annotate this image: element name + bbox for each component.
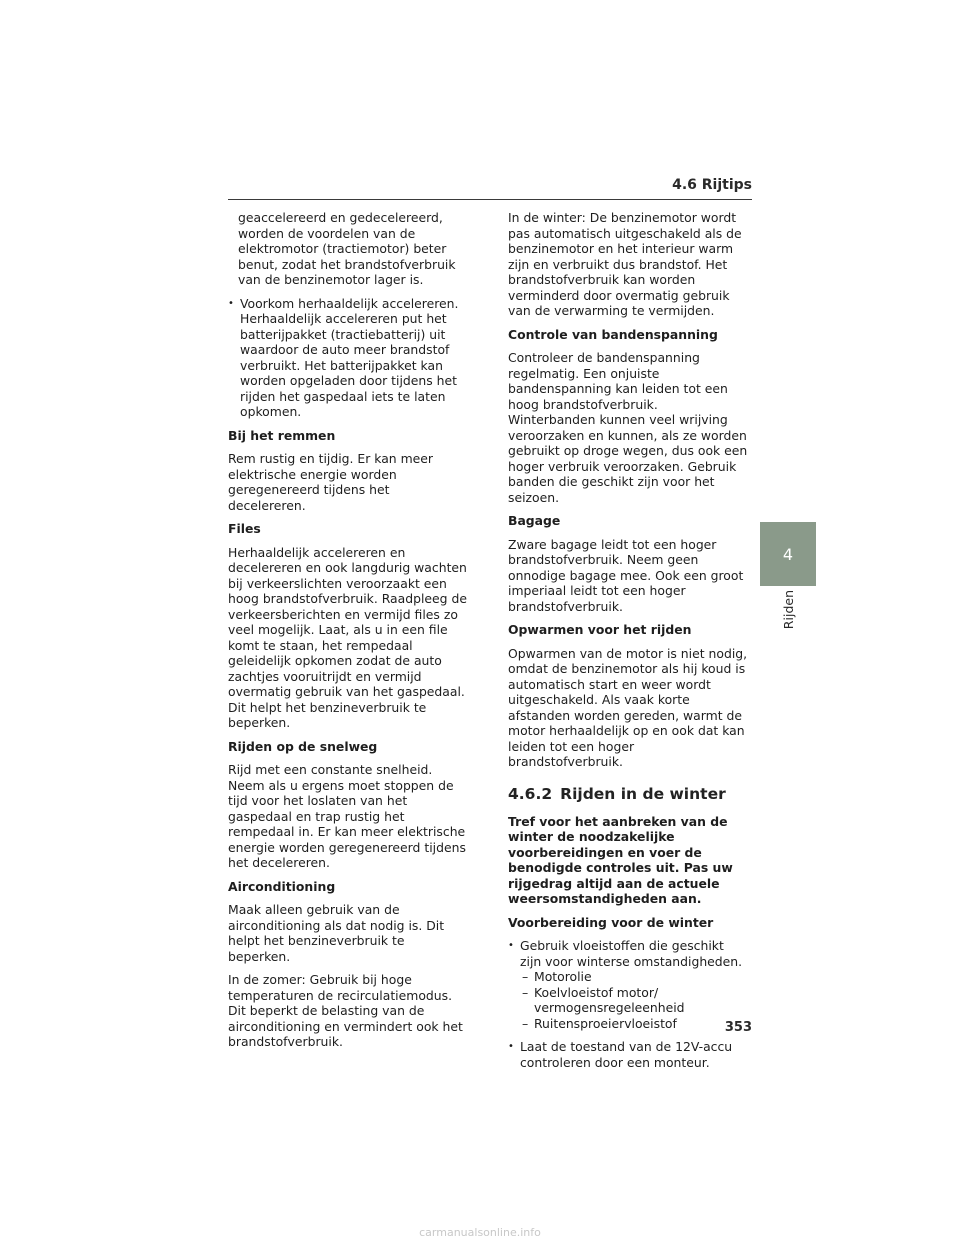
dash-marker: – — [522, 984, 529, 1000]
paragraph: Controleer de bandenspanning regelmatig. Een onjuiste bandenspanning kan leiden tot een hoog brandstofverbruik. Winterbanden kunnen veel wrijving veroorzaken en kunnen, als ze worden gebruikt op droge wegen, dus ook een hoger verbruik veroorzaken. Gebruik banden die geschikt zijn voor het seizoen. — [508, 350, 748, 505]
page-header — [228, 177, 752, 200]
chapter-number: 4 — [782, 544, 794, 564]
section-number: 4.6.2 — [508, 784, 553, 803]
right-column — [508, 210, 748, 1078]
section-heading — [508, 784, 748, 804]
chapter-label: Rijden — [780, 590, 796, 630]
chapter-tab — [760, 522, 816, 586]
subheading: Controle van bandenspanning — [508, 326, 718, 342]
sub-list-item: – Motorolie — [522, 969, 592, 984]
subheading: Bij het remmen — [228, 427, 336, 443]
paragraph: Rijd met een constante snelheid. Neem als u ergens moet stoppen de tijd voor het loslaten van het gaspedaal en trap rustig het rempedaal in. Er kan meer elektrische energie worden geregenereerd tijdens het decelereren. — [228, 762, 466, 870]
paragraph: Rem rustig en tijdig. Er kan meer elektrische energie worden geregenereerd tijdens het decelereren. — [228, 451, 434, 513]
paragraph: Zware bagage leidt tot een hoger brandstofverbruik. Neem geen onnodige bagage mee. Ook een groot imperiaal leidt tot een hoger brandstofverbruik. — [508, 536, 744, 614]
bullet-item: • Gebruik vloeistoffen die geschikt zijn voor winterse omstandigheden. — [508, 938, 748, 969]
subheading: Bagage — [508, 513, 561, 528]
paragraph: Maak alleen gebruik van de airconditioning als dat nodig is. Dit helpt het benzineverbruik te beperken. — [228, 902, 445, 964]
bullet-item: • Voorkom herhaaldelijk accelereren. Herhaaldelijk accelereren put het batterijpakket (tractiebatterij) uit waardoor de auto meer brandstof verbruikt. Het batterijpakket kan worden opgeladen door tijdens het rijden het gaspedaal iets te laten opkomen. — [228, 296, 468, 420]
subheading: Airconditioning — [228, 878, 336, 894]
dash-marker: – — [522, 1015, 529, 1031]
paragraph: Opwarmen van de motor is niet nodig, omdat de benzinemotor als hij koud is automatisch start en weer wordt uitgeschakeld. Als vaak korte afstanden worden gereden, warmt de motor herhaaldelijk op en ook dat kan leiden tot een hoger brandstofverbruik. — [508, 645, 748, 769]
paragraph: geaccelereerd en gedecelereerd, worden de voordelen van de elektromotor (tractiemotor) beter benut, zodat het brandstofverbruik van de benzinemotor lager is. — [238, 210, 456, 287]
section-intro: Tref voor het aanbreken van de winter de noodzakelijke voorbereidingen en voer de benodigde controles uit. Pas uw rijgedrag altijd aan de actuele weersomstandigheden aan. — [508, 813, 733, 906]
dash-marker: – — [522, 969, 529, 984]
left-column — [228, 210, 468, 1058]
page-number: 353 — [724, 1020, 752, 1035]
paragraph: In de winter: De benzinemotor wordt pas automatisch uitgeschakeld als de benzinemotor en het interieur warm zijn en verbruikt dus brandstof. Het brandstofverbruik kan worden verminderd door overmatig gebruik van de verwarming te vermijden. — [508, 210, 742, 318]
subheading: Rijden op de snelweg — [228, 738, 378, 754]
bullet-item: • Laat de toestand van de 12V-accu controleren door een monteur. — [508, 1039, 748, 1070]
subheading: Files — [228, 521, 261, 536]
paragraph: Herhaaldelijk accelereren en decelereren en ook langdurig wachten bij verkeerslichten veroorzaakt een hoog brandstofverbruik. Raadpleeg de verkeersberichten en vermijd files zo veel mogelijk. Laat, als u in een file komt te staan, het rempedaal geleidelijk opkomen zodat de auto zachtjes vooruitrijdt en vermijd overmatig gebruik van het gaspedaal. Dit helpt het benzineverbruik te beperken. — [228, 544, 467, 730]
chapter-label-wrap — [760, 590, 816, 633]
paragraph: In de zomer: Gebruik bij hoge temperaturen de recirculatiemodus. Dit beperkt de belasting van de airconditioning en vermindert ook het brandstofverbruik. — [228, 972, 463, 1049]
sub-list — [508, 969, 748, 1031]
sub-list-item: – Koelvloeistof motor/ vermogensregeleenheid — [522, 984, 685, 1015]
section-header-title: 4.6 Rijtips — [672, 177, 752, 193]
subheading: Voorbereiding voor de winter — [508, 914, 714, 930]
subheading: Opwarmen voor het rijden — [508, 622, 692, 637]
watermark-footer: carmanualsonline.info — [419, 1226, 541, 1239]
sub-list-item: – Ruitensproeiervloeistof — [522, 1015, 677, 1031]
section-title: Rijden in de winter — [560, 784, 726, 803]
